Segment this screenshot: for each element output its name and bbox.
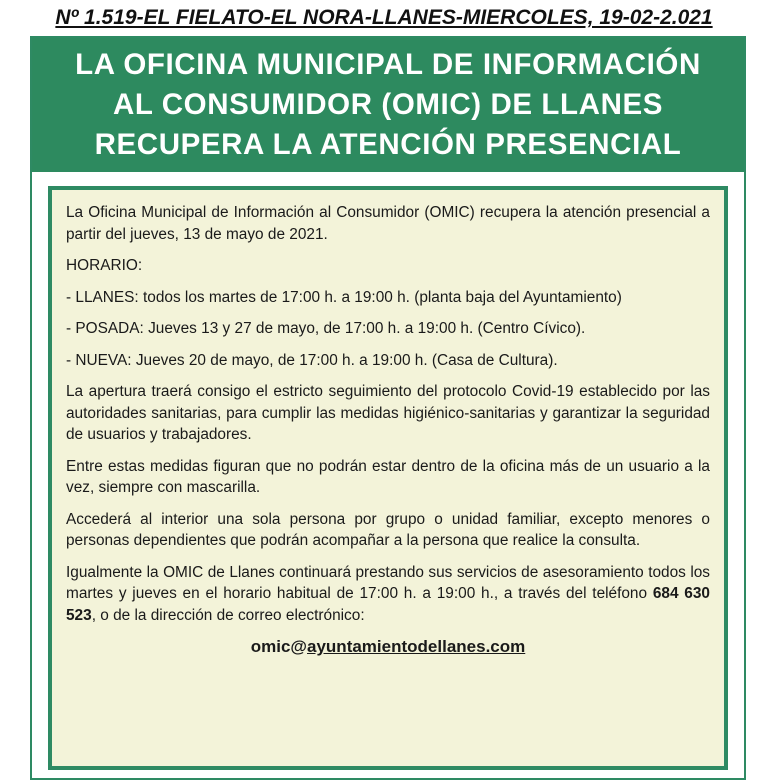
- schedule-block: [66, 255, 710, 371]
- article-content: [66, 202, 710, 658]
- phone-number: 684 630 523: [66, 585, 710, 624]
- intro-paragraph: La Oficina Municipal de Información al Consumidor (OMIC) recupera la atención presencial a partir del jueves, 13 de mayo de 2021.: [66, 204, 710, 243]
- email-user: omic@: [250, 637, 308, 656]
- access-paragraph: Accederá al interior una sola persona por grupo o unidad familiar, excepto menores o personas dependientes que podrán acompañar a la persona que realice la consulta.: [66, 510, 710, 549]
- services-text-end: , o de la dirección de correo electrónico:: [91, 606, 365, 624]
- article-frame: [30, 36, 746, 780]
- services-paragraph: [66, 562, 710, 627]
- headline-line-1: LA OFICINA MUNICIPAL DE INFORMACIÓN: [75, 48, 701, 81]
- headline-line-3: RECUPERA LA ATENCIÓN PRESENCIAL: [94, 128, 682, 161]
- services-text: Igualmente la OMIC de Llanes continuará prestando sus servicios de asesoramiento todos los martes y jueves en el horario habitual de 17:00 h. a 19:00 h., a través del teléfono: [66, 563, 710, 602]
- protocol-paragraph: La apertura traerá consigo el estricto seguimiento del protocolo Covid-19 establecido por las autoridades sanitarias, para cumplir las medidas higiénico-sanitarias y garantizar la seguridad de usuarios y trabajadores.: [66, 383, 710, 443]
- email-address[interactable]: [66, 636, 710, 658]
- headline-banner: [32, 38, 744, 172]
- schedule-llanes: - LLANES: todos los martes de 17:00 h. a 19:00 h. (planta baja del Ayuntamiento): [66, 288, 622, 306]
- schedule-nueva: - NUEVA: Jueves 20 de mayo, de 17:00 h. a 19:00 h. (Casa de Cultura).: [66, 351, 558, 369]
- schedule-posada: - POSADA: Jueves 13 y 27 de mayo, de 17:00 h. a 19:00 h. (Centro Cívico).: [66, 320, 586, 337]
- article-body-box: [48, 186, 728, 770]
- schedule-heading: HORARIO:: [66, 257, 143, 274]
- email-domain-link[interactable]: ayuntamientodellanes.com: [307, 637, 526, 656]
- headline-line-2: AL CONSUMIDOR (OMIC) DE LLANES: [112, 88, 664, 121]
- masthead: Nº 1.519-EL FIELATO-EL NORA-LLANES-MIERCOLES, 19-02-2.021: [55, 6, 713, 29]
- measures-paragraph: Entre estas medidas figuran que no podrán estar dentro de la oficina más de un usuario a la vez, siempre con mascarilla.: [66, 457, 710, 496]
